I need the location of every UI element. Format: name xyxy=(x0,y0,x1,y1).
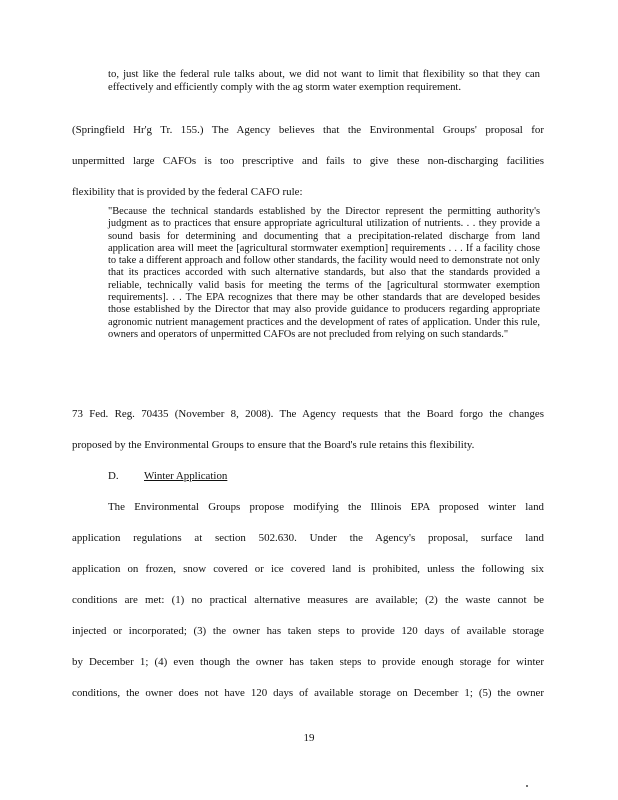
body-line-2: unpermitted large CAFOs is too prescriptive and fails to give these non-discharging facilities xyxy=(72,155,544,167)
section-title: Winter Application xyxy=(144,470,228,482)
body-line-4: 73 Fed. Reg. 70435 (November 8, 2008). The Agency requests that the Board forgo the changes xyxy=(72,408,544,420)
block-quote-testimony: to, just like the federal rule talks about, we did not want to limit that flexibility so that they can effectively and efficiently comply with the ag storm water exemption requirement. xyxy=(108,68,540,93)
page-number: 19 xyxy=(303,732,315,744)
block-quote-federal-register: "Because the technical standards established by the Director represent the permitting authority's judgment as to practices that ensure appropriate agricultural utilization of nutrients. . . they provide a sound basis for determining and documenting that a precipitation-related discharge from land application area will meet the [agricultural stormwater exemption] requirements . . . If a facility chose to take a different approach and follow other standards, the facility would need to demonstrate not only that its practices accorded with such alternative standards, but also that the standards provided a reliable, technically valid basis for meeting the terms of the [agricultural stormwater exemption requirements]. . . The EPA recognizes that there may be other standards that are developed besides those established by the Director that may also provide guidance to producers regarding appropriate agronomic nutrient management practices and the development of rates of application. Under this rule, owners and operators of unpermitted CAFOs are not precluded from relying on such standards." xyxy=(108,206,540,340)
body-line-7: application regulations at section 502.630. Under the Agency's proposal, surface land xyxy=(72,532,544,544)
body-line-9: conditions are met: (1) no practical alternative measures are available; (2) the waste cannot be xyxy=(72,594,544,606)
body-line-6: The Environmental Groups propose modifying the Illinois EPA proposed winter land xyxy=(108,501,544,513)
section-letter: D. xyxy=(108,470,119,482)
body-line-5: proposed by the Environmental Groups to ensure that the Board's rule retains this flexibility. xyxy=(72,439,475,451)
body-line-1: (Springfield Hr'g Tr. 155.) The Agency believes that the Environmental Groups' proposal for xyxy=(72,124,544,136)
body-line-12: conditions, the owner does not have 120 days of available storage on December 1; (5) the owner xyxy=(72,687,544,699)
body-line-3: flexibility that is provided by the federal CAFO rule: xyxy=(72,186,303,198)
body-line-11: by December 1; (4) even though the owner has taken steps to provide enough storage for winter xyxy=(72,656,544,668)
body-line-8: application on frozen, snow covered or ice covered land is prohibited, unless the following six xyxy=(72,563,544,575)
body-line-10: injected or incorporated; (3) the owner has taken steps to provide 120 days of available storage xyxy=(72,625,544,637)
scan-speck xyxy=(526,785,528,787)
